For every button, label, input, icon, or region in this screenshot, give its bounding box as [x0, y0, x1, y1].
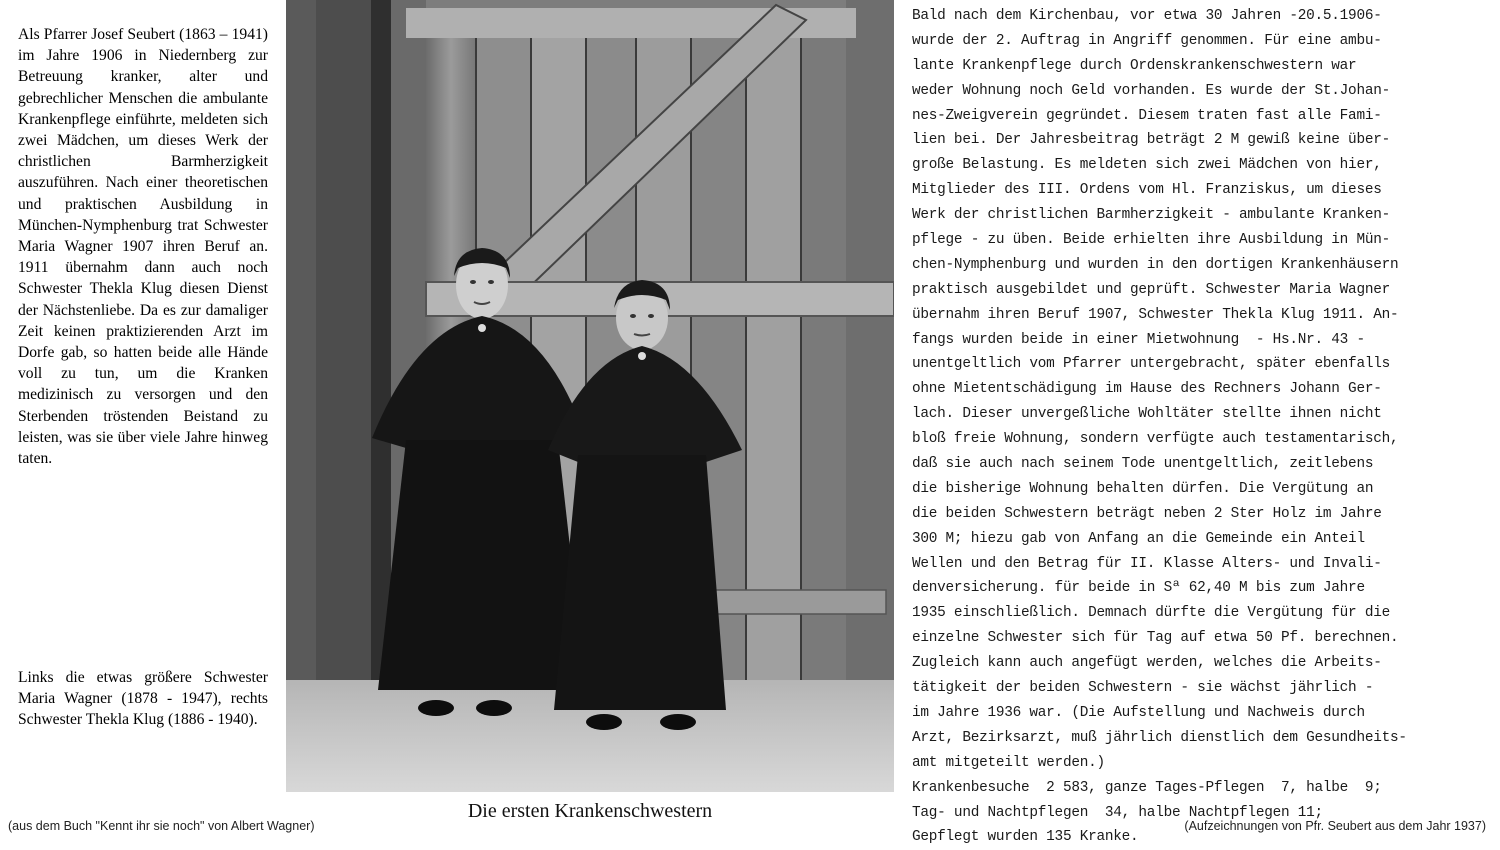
typewritten-record: [912, 4, 1492, 850]
typewritten-line: daß sie auch nach seinem Tode unentgeltlich, zeitlebens: [912, 456, 1374, 473]
photo-illustration: [286, 0, 894, 792]
typewritten-line: lante Krankenpflege durch Ordenskrankenschwestern war: [912, 57, 1357, 74]
photo-description: Links die etwas größere Schwester Maria Wagner (1878 - 1947), rechts Schwester Thekla Klug (1886 - 1940).: [18, 669, 268, 729]
historic-photo: [286, 0, 894, 792]
typewritten-line: amt mitgeteilt werden.): [912, 754, 1105, 771]
typewritten-line: Krankenbesuche 2 583, ganze Tages-Pflegen 7, halbe 9;: [912, 779, 1382, 796]
typewritten-line: im Jahre 1936 war. (Die Aufstellung und Nachweis durch: [912, 704, 1365, 721]
typewritten-line: tätigkeit der beiden Schwestern - sie wächst jährlich -: [912, 680, 1374, 697]
typewritten-line: praktisch ausgebildet und geprüft. Schwester Maria Wagner: [912, 281, 1390, 298]
typewritten-line: Zugleich kann auch angefügt werden, welches die Arbeits-: [912, 655, 1382, 672]
typewritten-line: 300 M; hiezu gab von Anfang an die Gemeinde ein Anteil: [912, 530, 1365, 547]
typewritten-line: die bisherige Wohnung behalten dürfen. Die Vergütung an: [912, 480, 1374, 497]
typewritten-line: bloß freie Wohnung, sondern verfügte auch testamentarisch,: [912, 431, 1399, 448]
typewritten-line: Bald nach dem Kirchenbau, vor etwa 30 Jahren -20.5.1906-: [912, 8, 1382, 24]
typewritten-line: Arzt, Bezirksarzt, muß jährlich dienstlich dem Gesundheits-: [912, 729, 1407, 746]
typewritten-line: wurde der 2. Auftrag in Angriff genommen. Für eine ambu-: [912, 32, 1382, 49]
typewritten-line: Werk der christlichen Barmherzigkeit - ambulante Kranken-: [912, 207, 1390, 224]
typewritten-line: lach. Dieser unvergeßliche Wohltäter stellte ihnen nicht: [912, 406, 1382, 423]
typewritten-line: Mitglieder des III. Ordens vom Hl. Franziskus, um dieses: [912, 182, 1382, 199]
typewritten-line: Wellen und den Betrag für II. Klasse Alters- und Invali-: [912, 555, 1382, 572]
typewritten-line: lien bei. Der Jahresbeitrag beträgt 2 M gewiß keine über-: [912, 132, 1390, 149]
typewritten-line: fangs wurden beide in einer Mietwohnung - Hs.Nr. 43 -: [912, 331, 1365, 348]
typewritten-line: pflege - zu üben. Beide erhielten ihre Ausbildung in Mün-: [912, 232, 1390, 249]
typewritten-line: Tag- und Nachtpflegen 34, halbe Nachtpflegen 11;: [912, 804, 1323, 821]
typewritten-line: große Belastung. Es meldeten sich zwei Mädchen von hier,: [912, 157, 1382, 174]
typewritten-line: weder Wohnung noch Geld vorhanden. Es wurde der St.Johan-: [912, 82, 1390, 99]
source-note-right: (Aufzeichnungen von Pfr. Seubert aus dem Jahr 1937): [1184, 819, 1486, 833]
source-note-left: (aus dem Buch "Kennt ihr sie noch" von Albert Wagner): [8, 819, 315, 833]
typewritten-line: einzelne Schwester sich für Tag auf etwa 50 Pf. berechnen.: [912, 630, 1399, 647]
typewritten-line: Gepflegt wurden 135 Kranke.: [912, 829, 1139, 846]
typewritten-line: denversicherung. für beide in Sª 62,40 M bis zum Jahre: [912, 580, 1365, 597]
typewritten-line: 1935 einschließlich. Demnach dürfte die Vergütung für die: [912, 605, 1390, 622]
typewritten-line: die beiden Schwestern beträgt neben 2 Ster Holz im Jahre: [912, 505, 1382, 522]
typewritten-line: chen-Nymphenburg und wurden in den dortigen Krankenhäusern: [912, 256, 1399, 273]
typewritten-line: ohne Mietentschädigung im Hause des Rechners Johann Ger-: [912, 381, 1382, 398]
photo-caption: Die ersten Krankenschwestern: [467, 800, 713, 822]
article-text: Als Pfarrer Josef Seubert (1863 – 1941) im Jahre 1906 in Niedernberg zur Betreuung kranker, alter und gebrechlicher Menschen die ambulante Krankenpflege einführte, meldeten sich zwei Mädchen, um dieses Werk der christlichen Barmherzigkeit auszuführen. Nach einer theoretischen und praktischen Ausbildung in München-Nymphenburg trat Schwester Maria Wagner 1907 ihren Beruf an. 1911 übernahm dann auch noch Schwester Thekla Klug diesen Dienst der Nächstenliebe. Da es zur damaliger Zeit keinen praktizierenden Arzt im Dorfe gab, so hatten beide alle Hände voll zu tun, um die Kranken medizinisch zu versorgen und den Sterbenden tröstenden Beistand zu leisten, was sie über viele Jahre hinweg taten.: [18, 26, 268, 468]
typewritten-line: übernahm ihren Beruf 1907, Schwester Thekla Klug 1911. An-: [912, 306, 1399, 323]
typewritten-line: unentgeltlich vom Pfarrer untergebracht, später ebenfalls: [912, 356, 1390, 373]
typewritten-line: nes-Zweigverein gegründet. Diesem traten fast alle Fami-: [912, 107, 1382, 124]
